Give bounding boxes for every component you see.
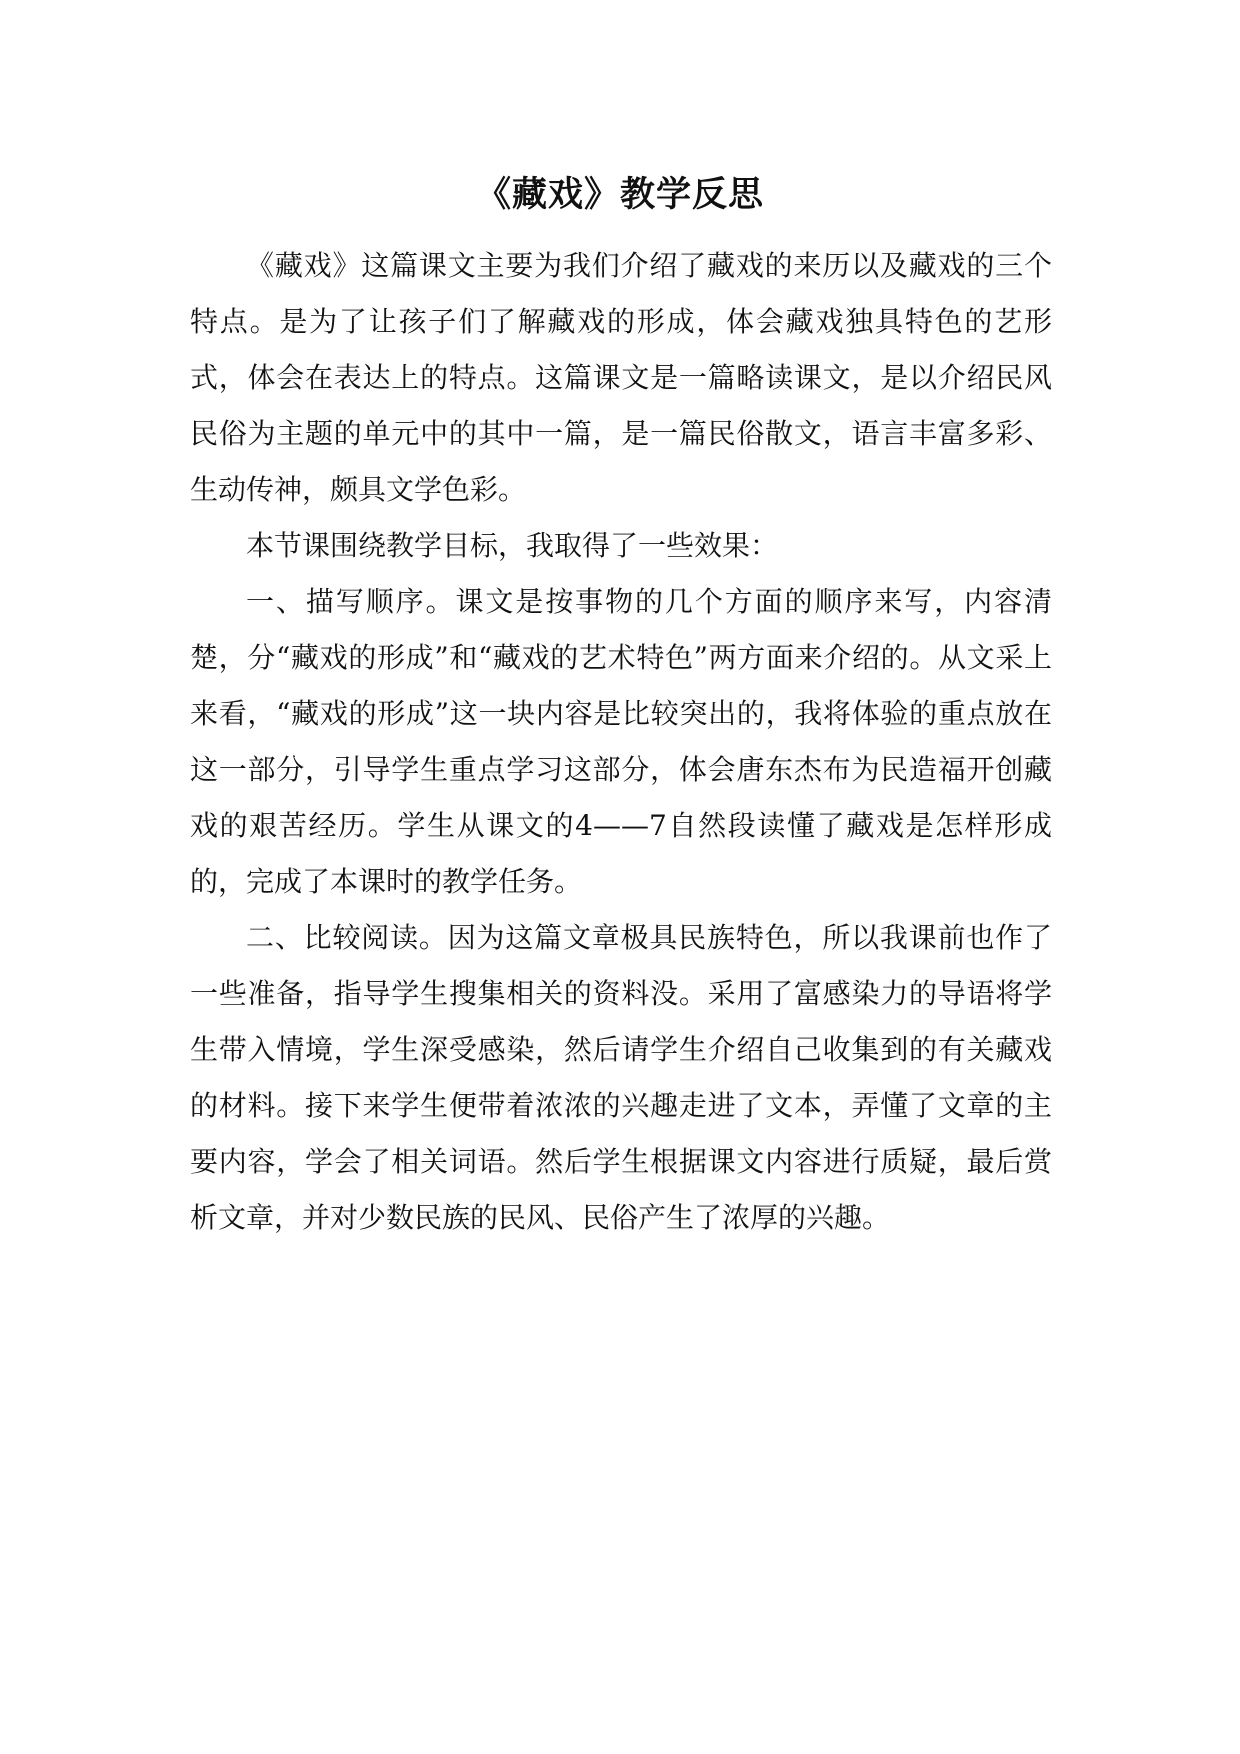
paragraph-intro: 《藏戏》这篇课文主要为我们介绍了藏戏的来历以及藏戏的三个特点。是为了让孩子们了解藏戏的形成，体会藏戏独具特色的艺形式，体会在表达上的特点。这篇课文是一篇略读课文，是以介绍民风民俗为主题的单元中的其中一篇，是一篇民俗散文，语言丰富多彩、生动传神，颇具文学色彩。	[190, 249, 1052, 506]
paragraph-point-two: 二、比较阅读。因为这篇文章极具民族特色，所以我课前也作了一些准备，指导学生搜集相关的资料没。采用了富感染力的导语将学生带入情境，学生深受感染，然后请学生介绍自己收集到的有关藏戏的材料。接下来学生便带着浓浓的兴趣走进了文本，弄懂了文章的主要内容，学会了相关词语。然后学生根据课文内容进行质疑，最后赏析文章，并对少数民族的民风、民俗产生了浓厚的兴趣。	[190, 921, 1052, 1234]
document-body	[190, 238, 1052, 1246]
document-title: 《藏戏》教学反思	[475, 175, 764, 215]
paragraph-summary: 本节课围绕教学目标，我取得了一些效果：	[246, 529, 779, 562]
paragraph-point-one: 一、描写顺序。课文是按事物的几个方面的顺序来写，内容清楚，分“藏戏的形成”和“藏戏的艺术特色”两方面来介绍的。从文采上来看，“藏戏的形成”这一块内容是比较突出的，我将体验的重点放在这一部分，引导学生重点学习这部分，体会唐东杰布为民造福开创藏戏的艰苦经历。学生从课文的4——7自然段读懂了藏戏是怎样形成的，完成了本课时的教学任务。	[190, 585, 1052, 898]
